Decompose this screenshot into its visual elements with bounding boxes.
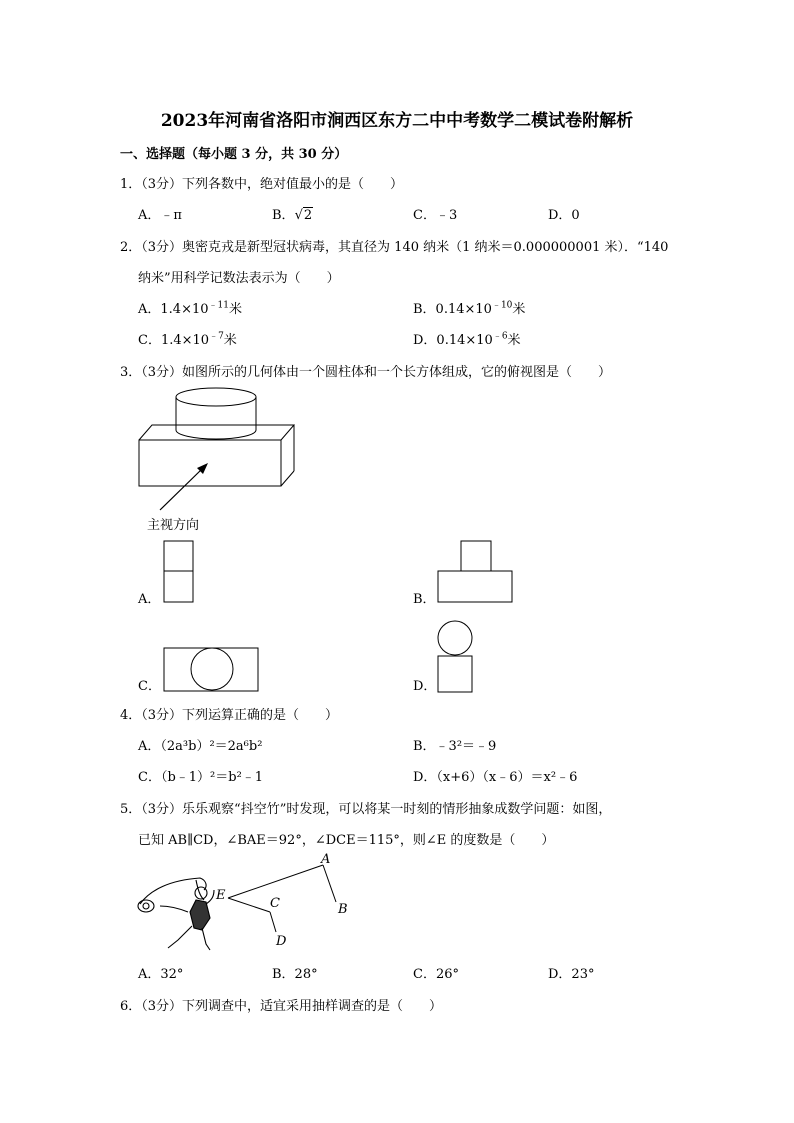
q4-option-d: D．（x+6）（x﹣6）＝x²﹣6	[413, 770, 578, 785]
question-3-stem: 3．（3分）如图所示的几何体由一个圆柱体和一个长方体组成，它的俯视图是（ ）	[120, 365, 612, 380]
q2-a-base: A．1.4×10	[138, 302, 209, 317]
q3-option-a: A．	[138, 592, 161, 607]
q2-a-exp: ﹣11	[208, 300, 229, 311]
q1-option-d: D．0	[548, 208, 580, 223]
q2-b-base: B．0.14×10	[413, 302, 492, 317]
q1-option-b-prefix: B．	[272, 208, 295, 223]
question-5-stem-line2: 已知 AB∥CD，∠BAE＝92°，∠DCE＝115°，则∠E 的度数是（ ）	[138, 833, 555, 848]
q1-option-a: A．﹣π	[138, 208, 182, 223]
point-e-label: E	[216, 888, 226, 903]
q1-option-c: C．﹣3	[413, 208, 458, 223]
point-d-label: D	[276, 934, 287, 949]
q4-option-a: A．（2a³b）²＝2a⁶b²	[138, 739, 263, 754]
q3-option-c: C．	[138, 679, 161, 694]
q4-option-c: C．（b﹣1）²＝b²﹣1	[138, 770, 264, 785]
question-6-stem: 6．（3分）下列调查中，适宜采用抽样调查的是（ ）	[120, 999, 443, 1014]
q2-b-exp: ﹣10	[491, 300, 513, 311]
point-c-label: C	[270, 896, 280, 911]
q2-c-exp: ﹣7	[209, 331, 224, 342]
q1-option-b-radicand: 2	[303, 208, 313, 223]
q5-option-b: B．28°	[272, 967, 318, 982]
q5-option-d: D．23°	[548, 967, 595, 982]
q5-option-a: A．32°	[138, 967, 184, 982]
q2-c-unit: 米	[223, 333, 237, 348]
view-direction-label: 主视方向	[147, 518, 200, 533]
question-1-stem: 1．（3分）下列各数中，绝对值最小的是（ ）	[120, 177, 404, 192]
q5-option-c: C．26°	[413, 967, 459, 982]
page-title: 2023年河南省洛阳市涧西区东方二中中考数学二模试卷附解析	[160, 111, 634, 131]
q2-d-base: D．0.14×10	[413, 333, 493, 348]
q2-d-unit: 米	[507, 333, 521, 348]
question-2-stem-line1: 2．（3分）奥密克戎是新型冠状病毒，其直径为 140 纳米（1 纳米＝0.000000001 米）．“140	[120, 240, 669, 255]
point-a-label: A	[321, 852, 331, 867]
q2-c-base: C．1.4×10	[138, 333, 210, 348]
q3-option-b: B．	[413, 592, 436, 607]
point-b-label: B	[338, 902, 348, 917]
question-2-stem-line2: 纳米”用科学记数法表示为（ ）	[138, 271, 340, 286]
q4-option-b: B．﹣3²＝﹣9	[413, 739, 497, 754]
diabolo-player-illustration	[138, 878, 214, 950]
question-5-stem-line1: 5．（3分）乐乐观察“抖空竹”时发现，可以将某一时刻的情形抽象成数学问题：如图，	[120, 802, 612, 817]
sqrt-sign: √2	[294, 208, 313, 223]
q2-b-unit: 米	[512, 302, 526, 317]
question-4-stem: 4．（3分）下列运算正确的是（ ）	[120, 708, 339, 723]
section-heading: 一、选择题（每小题 3 分，共 30 分）	[120, 147, 348, 162]
q2-a-unit: 米	[228, 302, 242, 317]
q2-d-exp: ﹣6	[492, 331, 508, 342]
q3-option-d: D．	[413, 679, 437, 694]
